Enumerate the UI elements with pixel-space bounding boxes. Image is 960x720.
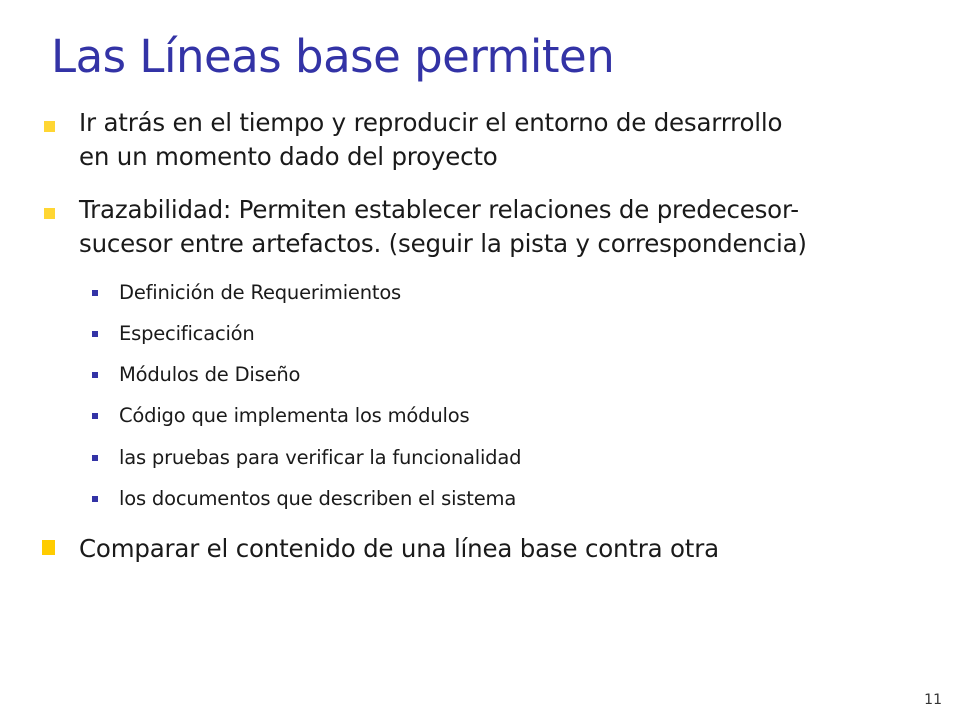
small-square-bullet-icon <box>92 496 98 502</box>
sub-bullet-item <box>119 321 255 347</box>
bullet-item <box>79 532 939 566</box>
small-square-bullet-icon <box>92 372 98 378</box>
small-square-bullet-icon <box>92 290 98 296</box>
small-square-bullet-icon <box>92 331 98 337</box>
square-bullet-icon <box>44 121 55 132</box>
sub-bullet-text: Módulos de Diseño <box>119 363 301 386</box>
bullet-line: Trazabilidad: Permiten establecer relaciones de predecesor- <box>79 195 799 224</box>
sub-bullet-item <box>119 486 516 512</box>
bullet-line: Ir atrás en el tiempo y reproducir el entorno de desarrrollo <box>79 108 783 137</box>
sub-bullet-text: Definición de Requerimientos <box>119 281 402 304</box>
sub-bullet-item <box>119 445 521 471</box>
small-square-bullet-icon <box>92 455 98 461</box>
sub-bullet-item <box>119 280 401 306</box>
page-number: 11 <box>924 692 942 708</box>
bullet-line: en un momento dado del proyecto <box>79 142 498 171</box>
small-square-bullet-icon <box>92 413 98 419</box>
sub-bullet-text: las pruebas para verificar la funcionalidad <box>119 446 522 469</box>
square-bullet-icon <box>44 208 55 219</box>
square-bullet-icon <box>42 540 55 555</box>
slide-title: Las Líneas base permiten <box>51 30 615 83</box>
sub-bullet-text: Especificación <box>119 322 255 345</box>
bullet-item <box>79 193 939 261</box>
sub-bullet-item <box>119 403 469 429</box>
bullet-item <box>79 106 939 174</box>
sub-bullet-item <box>119 362 300 388</box>
bullet-line: sucesor entre artefactos. (seguir la pista y correspondencia) <box>79 229 807 258</box>
bullet-line: Comparar el contenido de una línea base contra otra <box>79 534 719 563</box>
sub-bullet-text: los documentos que describen el sistema <box>119 487 517 510</box>
sub-bullet-text: Código que implementa los módulos <box>119 404 470 427</box>
